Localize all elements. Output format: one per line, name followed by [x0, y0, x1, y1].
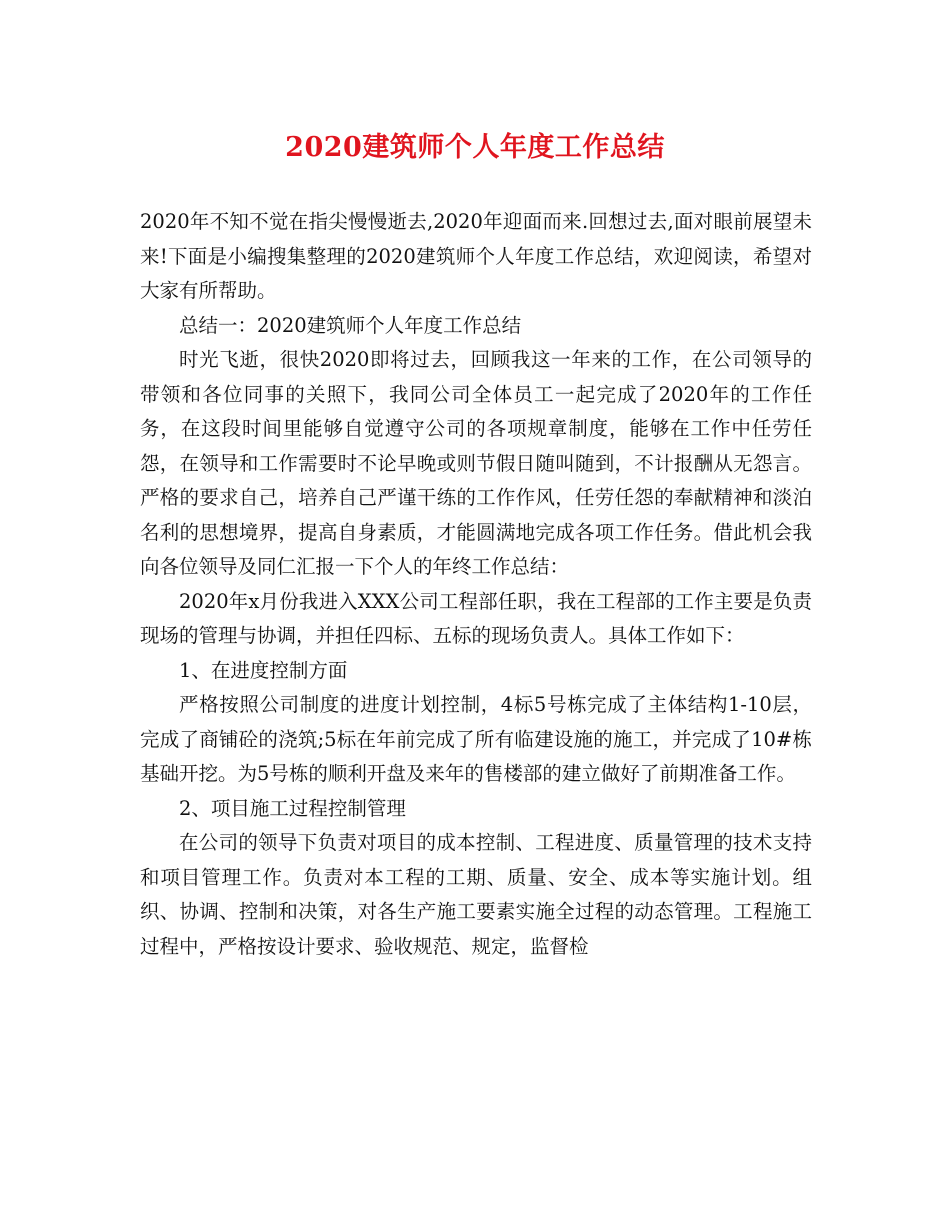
document-title: 2020建筑师个人年度工作总结: [285, 132, 665, 163]
body-paragraph: 严格按照公司制度的进度计划控制，4标5号栋完成了主体结构1-10层，完成了商铺砼的浇筑;5标在年前完成了所有临建设施的施工，并完成了10#栋基础开挖。为5号栋的顺利开盘及来年的售楼部的建立做好了前期准备工作。: [140, 693, 812, 785]
section-heading-process-control: 2、项目施工过程控制管理: [179, 796, 406, 820]
section-heading-summary-one: 总结一：2020建筑师个人年度工作总结: [179, 313, 522, 337]
section-heading-progress-control: 1、在进度控制方面: [179, 658, 348, 682]
body-paragraph: 2020年x月份我进入XXX公司工程部任职，我在工程部的工作主要是负责现场的管理与协调，并担任四标、五标的现场负责人。具体工作如下：: [140, 589, 812, 647]
body-paragraph: 在公司的领导下负责对项目的成本控制、工程进度、质量管理的技术支持和项目管理工作。负责对本工程的工期、质量、安全、成本等实施计划。组织、协调、控制和决策，对各生产施工要素实施全过程的动态管理。工程施工过程中，严格按设计要求、验收规范、规定，监督检: [140, 831, 812, 958]
body-paragraph: 时光飞逝，很快2020即将过去，回顾我这一年来的工作，在公司领导的带领和各位同事的关照下，我同公司全体员工一起完成了2020年的工作任务，在这段时间里能够自觉遵守公司的各项规章制度，能够在工作中任劳任怨，在领导和工作需要时不论早晚或则节假日随叫随到，不计报酬从无怨言。严格的要求自己，培养自己严谨干练的工作作风，任劳任怨的奉献精神和淡泊名利的思想境界，提高自身素质，才能圆满地完成各项工作任务。借此机会我向各位领导及同仁汇报一下个人的年终工作总结：: [140, 348, 812, 578]
intro-paragraph: 2020年不知不觉在指尖慢慢逝去,2020年迎面而来.回想过去,面对眼前展望未来!下面是小编搜集整理的2020建筑师个人年度工作总结，欢迎阅读，希望对大家有所帮助。: [140, 210, 812, 302]
document-body: [140, 205, 812, 964]
